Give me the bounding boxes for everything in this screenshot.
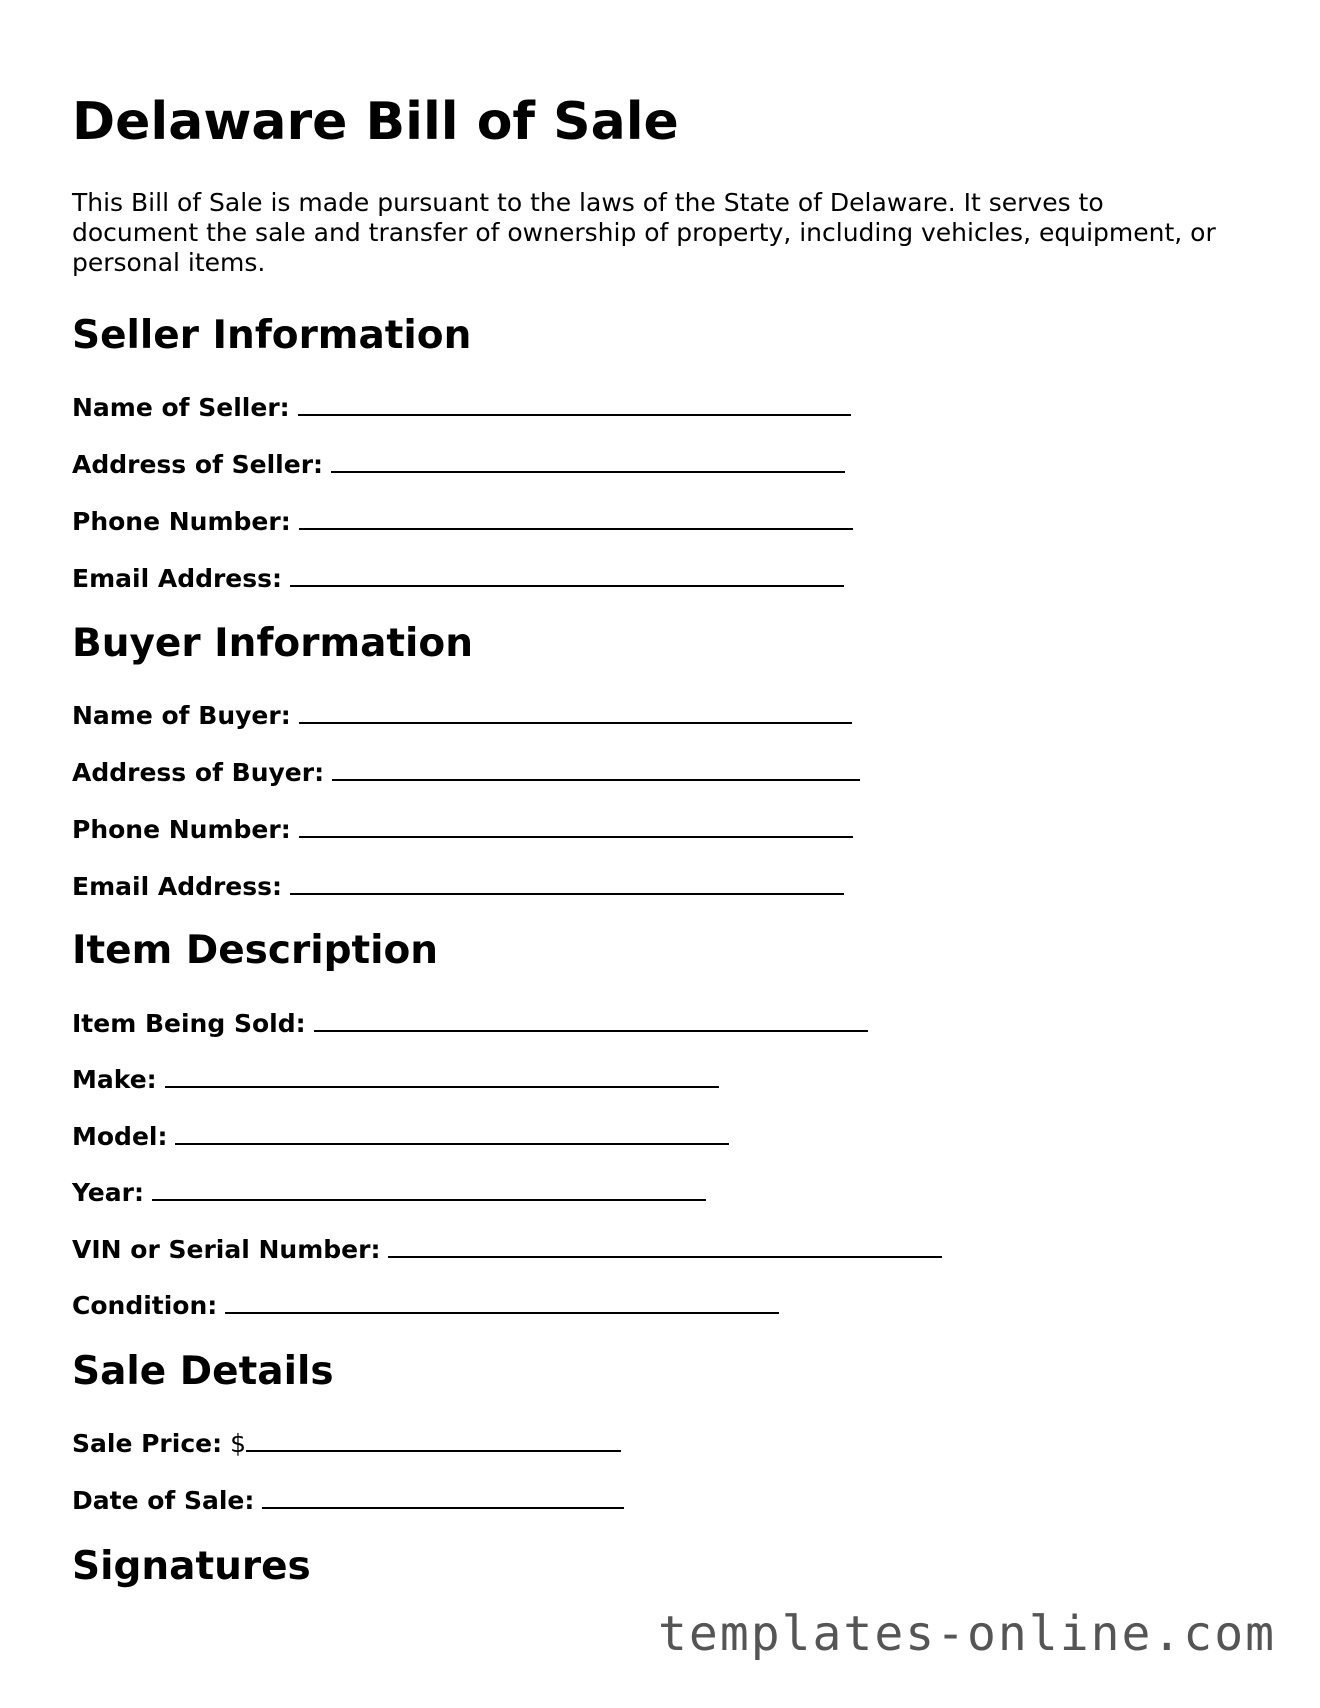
item-year-field — [72, 1177, 706, 1209]
field-label: Item Being Sold: — [72, 1009, 306, 1038]
currency-symbol: $ — [230, 1429, 246, 1458]
field-label: Sale Price: — [72, 1429, 223, 1458]
item-make-input-line[interactable] — [165, 1066, 719, 1088]
buyer-email-input-line[interactable] — [290, 873, 844, 895]
sale-price-field — [72, 1428, 621, 1460]
field-label: Phone Number: — [72, 507, 291, 536]
field-label: Date of Sale: — [72, 1486, 255, 1515]
buyer-name-input-line[interactable] — [299, 702, 852, 724]
buyer-email-field — [72, 871, 844, 903]
buyer-phone-field — [72, 814, 853, 846]
field-label: Make: — [72, 1065, 157, 1094]
seller-phone-field — [72, 506, 853, 538]
item-sold-input-line[interactable] — [314, 1010, 868, 1032]
buyer-phone-input-line[interactable] — [299, 816, 853, 838]
buyer-address-field — [72, 757, 860, 789]
seller-address-input-line[interactable] — [331, 451, 845, 473]
item-make-field — [72, 1064, 719, 1096]
buyer-name-field — [72, 700, 852, 732]
item-section-heading: Item Description — [72, 928, 439, 973]
item-condition-input-line[interactable] — [225, 1292, 779, 1314]
seller-phone-input-line[interactable] — [299, 508, 853, 530]
seller-address-field — [72, 449, 845, 481]
item-model-input-line[interactable] — [175, 1123, 729, 1145]
field-label: Phone Number: — [72, 815, 291, 844]
field-label: Year: — [72, 1178, 144, 1207]
seller-name-input-line[interactable] — [298, 394, 851, 416]
field-label: Email Address: — [72, 564, 283, 593]
buyer-section-heading: Buyer Information — [72, 621, 473, 666]
seller-name-field — [72, 392, 851, 424]
field-label: Name of Seller: — [72, 393, 290, 422]
seller-email-field — [72, 563, 844, 595]
field-label: Name of Buyer: — [72, 701, 291, 730]
item-model-field — [72, 1121, 729, 1153]
item-vin-input-line[interactable] — [388, 1236, 942, 1258]
item-year-input-line[interactable] — [152, 1179, 706, 1201]
field-label: Email Address: — [72, 872, 283, 901]
sale-section-heading: Sale Details — [72, 1349, 334, 1394]
field-label: Address of Seller: — [72, 450, 324, 479]
watermark: templates-online.com — [658, 1606, 1276, 1662]
item-sold-field — [72, 1008, 868, 1040]
field-label: Address of Buyer: — [72, 758, 325, 787]
intro-paragraph: This Bill of Sale is made pursuant to the laws of the State of Delaware. It serves to document the sale and transfer of ownership of property, including vehicles, equipment, or personal items. — [72, 188, 1216, 277]
document-title: Delaware Bill of Sale — [72, 92, 679, 152]
sale-date-input-line[interactable] — [262, 1487, 624, 1509]
item-vin-field — [72, 1234, 942, 1266]
item-condition-field — [72, 1290, 779, 1322]
sale-date-field — [72, 1485, 624, 1517]
seller-email-input-line[interactable] — [290, 565, 844, 587]
sale-price-input-line[interactable] — [246, 1430, 621, 1452]
signatures-section-heading: Signatures — [72, 1544, 311, 1589]
field-label: VIN or Serial Number: — [72, 1235, 381, 1264]
buyer-address-input-line[interactable] — [332, 759, 860, 781]
field-label: Condition: — [72, 1291, 218, 1320]
seller-section-heading: Seller Information — [72, 313, 472, 358]
field-label: Model: — [72, 1122, 168, 1151]
